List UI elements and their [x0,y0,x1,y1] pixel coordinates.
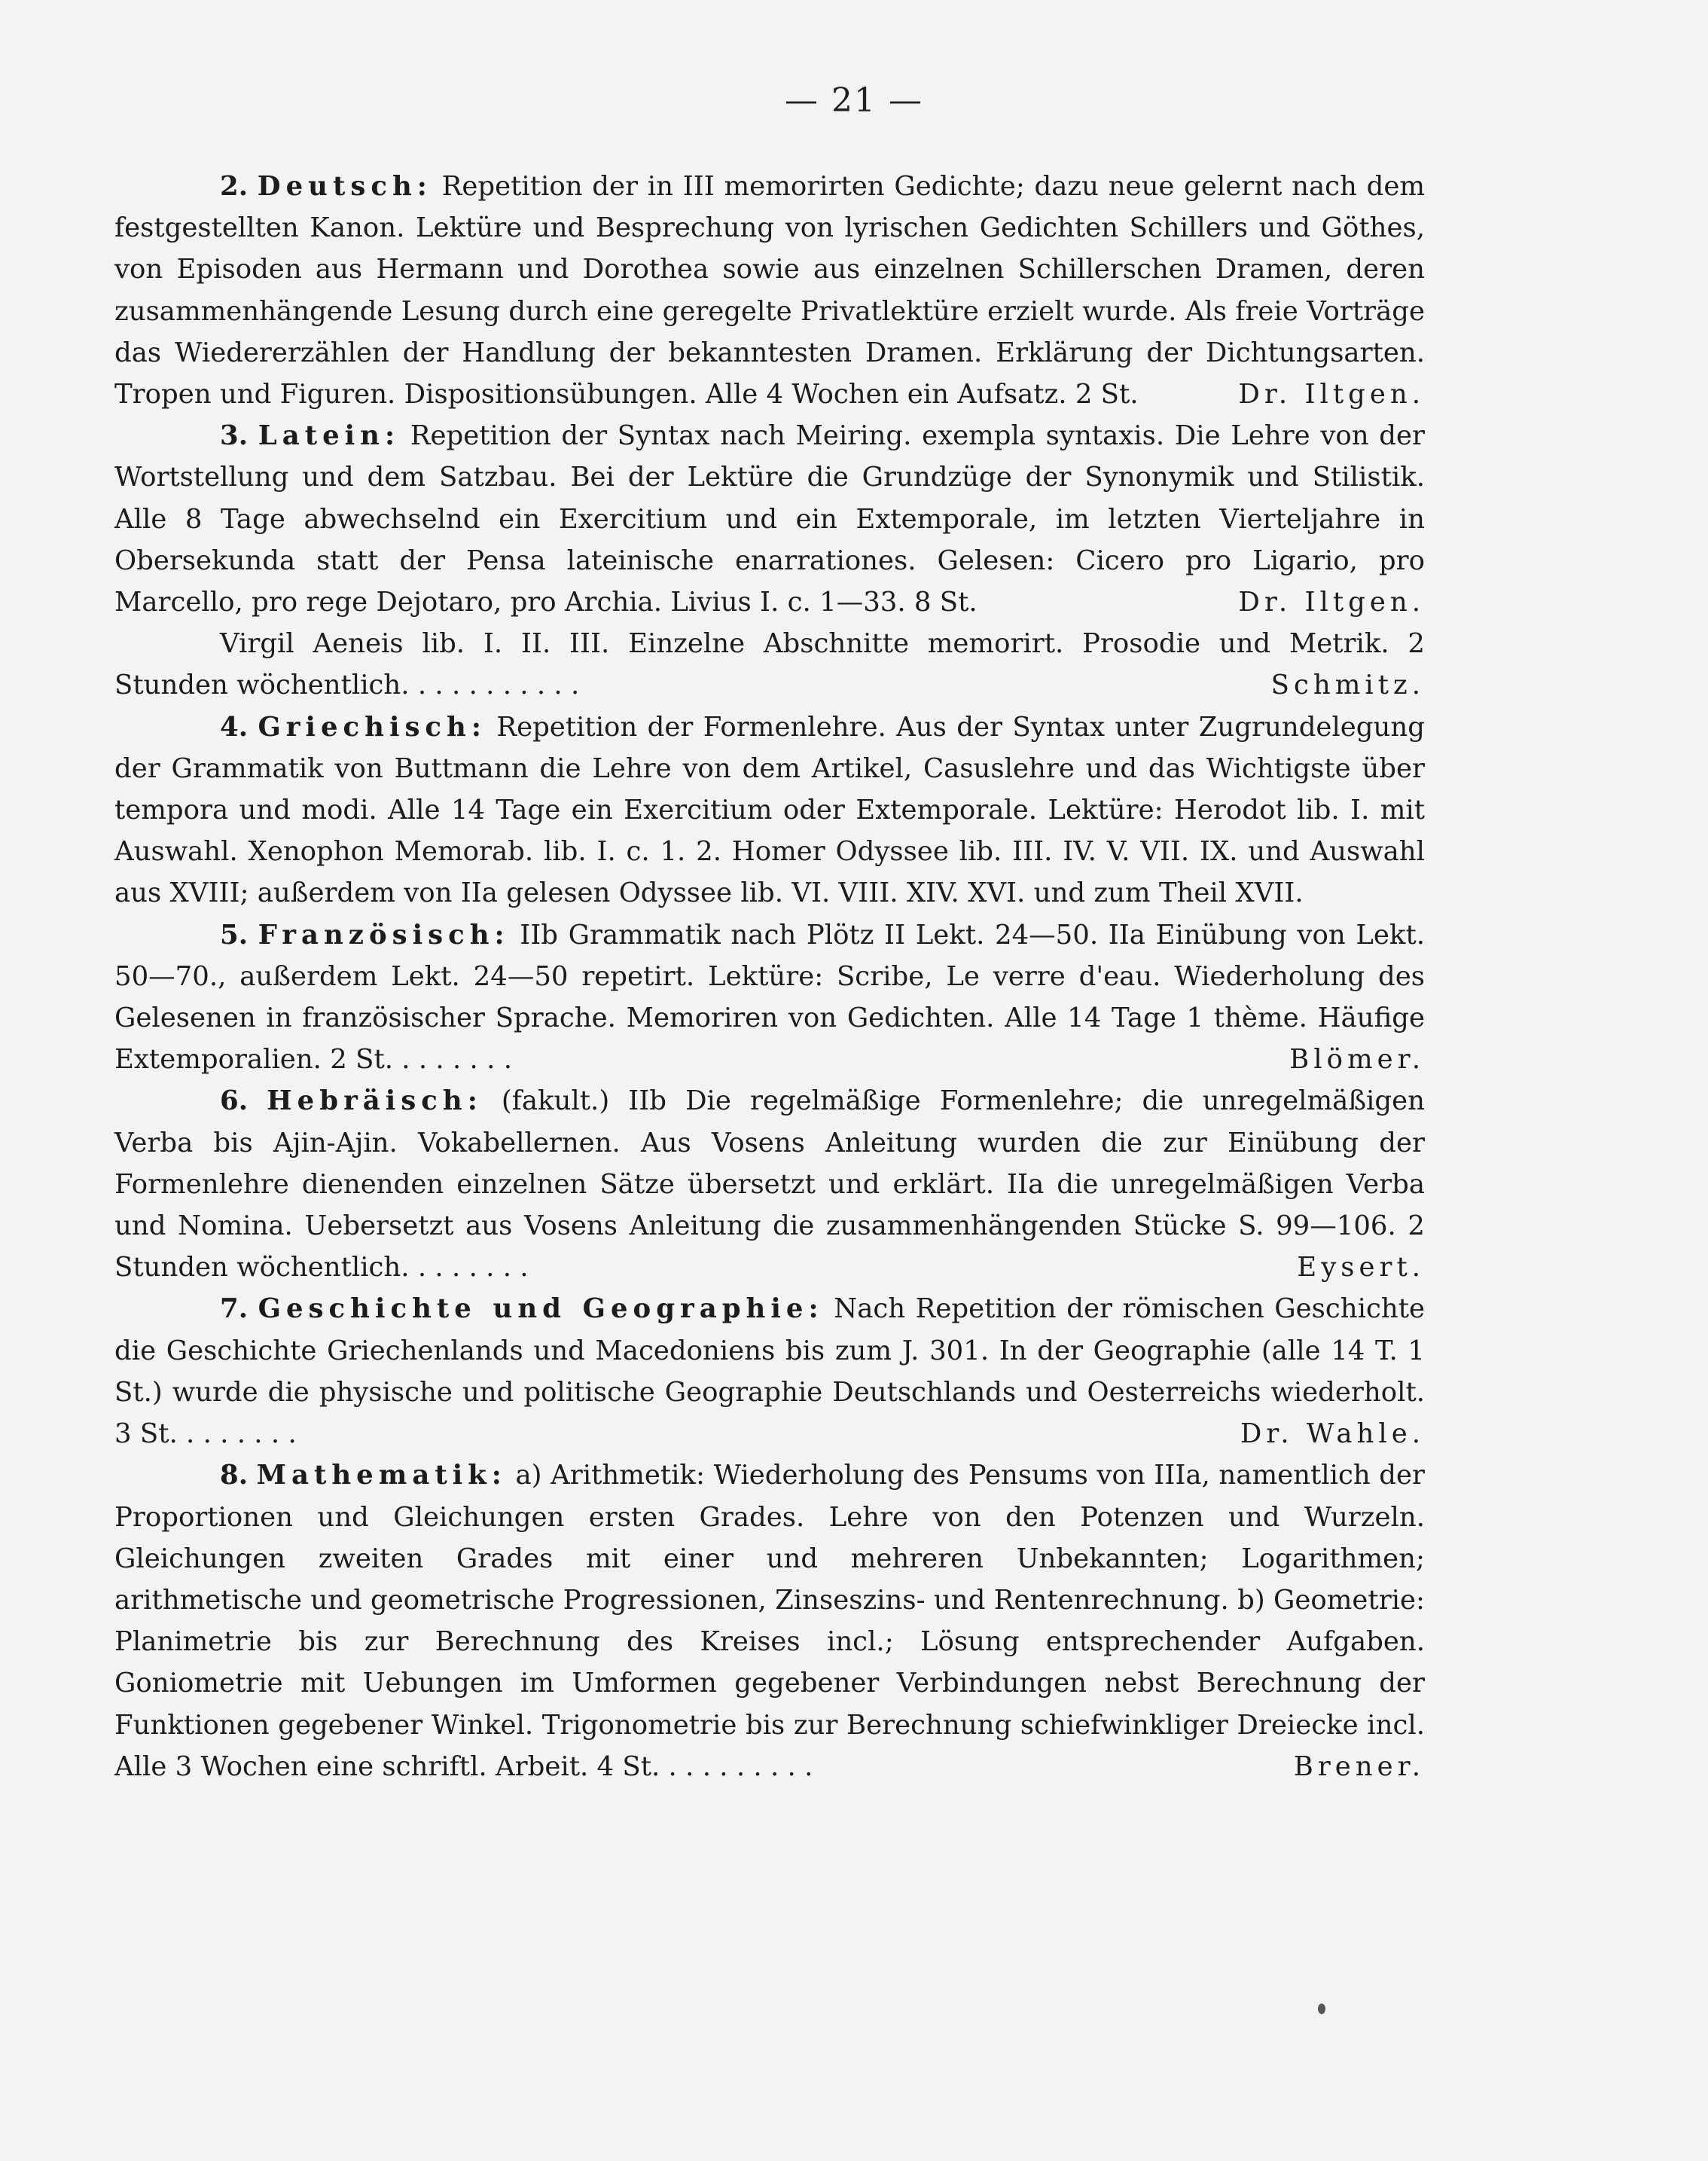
section-teacher: Dr. Wahle. [1240,1418,1425,1450]
section-number: 4. [220,711,249,743]
section-number: 2. [220,171,249,202]
section-number: 7. [220,1293,249,1325]
section-subject: Geschichte und Geographie: [258,1293,824,1325]
section-teacher: Eysert. [1297,1252,1425,1283]
section-hebraeisch [114,1080,1425,1288]
section-subject: Deutsch: [257,171,432,202]
section-teacher: Schmitz. [1270,670,1425,701]
section-teacher: Dr. Iltgen. [1238,587,1425,618]
section-teacher: Blömer. [1289,1044,1425,1076]
page-number: — 21 — [785,81,923,120]
section-text: Virgil Aeneis lib. I. II. III. Einzelne Abschnitte memorirt. Prosodie und Metrik. 2 Stunden wöchentlich. . . . . . . . . . . [114,628,1425,701]
section-text: IIb Grammatik nach Plötz II Lekt. 24—50. IIa Einübung von Lekt. 50—70., außerdem Lekt. 24—50 repetirt. Lektüre: Scribe, Le verre d'eau. Wiederholung des Gelesenen in französischer Sprache. Memoriren von Gedichten. Alle 14 Tage 1 thème. Häufige Extemporalien. 2 St. . . . . . . . [114,919,1425,1076]
section-number: 5. [220,919,249,951]
section-number: 3. [220,420,249,452]
section-subject: Französisch: [258,919,510,951]
section-griechisch [114,707,1425,914]
section-text: Repetition der Syntax nach Meiring. exempla syntaxis. Die Lehre von der Wortstellung und dem Satzbau. Bei der Lektüre die Grundzüge der Synonymik und Stilistik. Alle 8 Tage abwechselnd ein Exercitium und ein Extemporale, im letzten Vierteljahre in Obersekunda statt der Pensa lateinische enarrationes. Gelesen: Cicero pro Ligario, pro Marcello, pro rege Dejotaro, pro Archia. Livius I. c. 1—33. 8 St. [114,420,1425,618]
section-teacher: Dr. Iltgen. [1238,379,1425,411]
section-text: Nach Repetition der römischen Geschichte die Geschichte Griechenlands und Macedoniens bis zum J. 301. In der Geographie (alle 14 T. 1 St.) wurde die physische und politische Geographie Deutschlands und Oesterreichs wiederholt. 3 St. . . . . . . . [114,1293,1425,1450]
section-latein [114,415,1425,623]
section-text: a) Arithmetik: Wiederholung des Pensums von IIIa, namentlich der Proportionen und Gleichungen ersten Grades. Lehre von den Potenzen und Wurzeln. Gleichungen zweiten Grades mit einer und mehreren Unbekannten; Logarithmen; arithmetische und geometrische Progressionen, Zinseszins- und Rentenrechnung. b) Geometrie: Planimetrie bis zur Berechnung des Kreises incl.; Lösung entsprechender Aufgaben. Goniometrie mit Uebungen im Umformen gegebener Verbindungen nebst Berechnung der Funktionen gegebener Winkel. Trigonometrie bis zur Berechnung schiefwinkliger Dreiecke incl. Alle 3 Wochen eine schriftl. Arbeit. 4 St. . . . . . . . . . [114,1460,1425,1782]
body-text [114,166,1425,1787]
section-subject: Mathematik: [256,1460,507,1491]
section-text: (fakult.) IIb Die regelmäßige Formenlehre; die unregelmäßigen Verba bis Ajin-Ajin. Vokabellernen. Aus Vosens Anleitung wurden die zur Einübung der Formenlehre dienenden einzelnen Sätze übersetzt und erklärt. IIa die unregelmäßigen Verba und Nomina. Uebersetzt aus Vosens Anleitung die zusammenhängenden Stücke S. 99—106. 2 Stunden wöchentlich. . . . . . . . [114,1085,1425,1283]
section-text: Repetition der Formenlehre. Aus der Syntax unter Zugrundelegung der Grammatik von Buttmann die Lehre von dem Artikel, Casuslehre und das Wichtigste über tempora und modi. Alle 14 Tage ein Exercitium oder Extemporale. Lektüre: Herodot lib. I. mit Auswahl. Xenophon Memorab. lib. I. c. 1. 2. Homer Odyssee lib. III. IV. V. VII. IX. und Auswahl aus XVIII; außerdem von IIa gelesen Odyssee lib. VI. VIII. XIV. XVI. und zum Theil XVII. [114,711,1425,909]
section-subject: Hebräisch: [267,1085,483,1117]
section-text: Repetition der in III memorirten Gedichte; dazu neue gelernt nach dem festgestellten Kanon. Lektüre und Besprechung von lyrischen Gedichten Schillers und Göthes, von Episoden aus Hermann und Dorothea sowie aus einzelnen Schillerschen Dramen, deren zusammenhängende Lesung durch eine geregelte Privatlektüre erzielt wurde. Als freie Vorträge das Wiedererzählen der Handlung der bekanntesten Dramen. Erklärung der Dichtungsarten. Tropen und Figuren. Dispositionsübungen. Alle 4 Wochen ein Aufsatz. 2 St. [114,171,1425,411]
ink-spot [1318,2004,1325,2014]
section-deutsch [114,166,1425,415]
section-mathematik [114,1454,1425,1787]
section-latein-virgil [114,623,1425,706]
section-geschichte [114,1288,1425,1454]
section-franzoesisch [114,914,1425,1081]
section-subject: Latein: [258,420,401,452]
section-number: 8. [220,1460,249,1491]
section-teacher: Brener. [1293,1750,1425,1782]
section-number: 6. [220,1085,249,1117]
section-subject: Griechisch: [258,711,486,743]
